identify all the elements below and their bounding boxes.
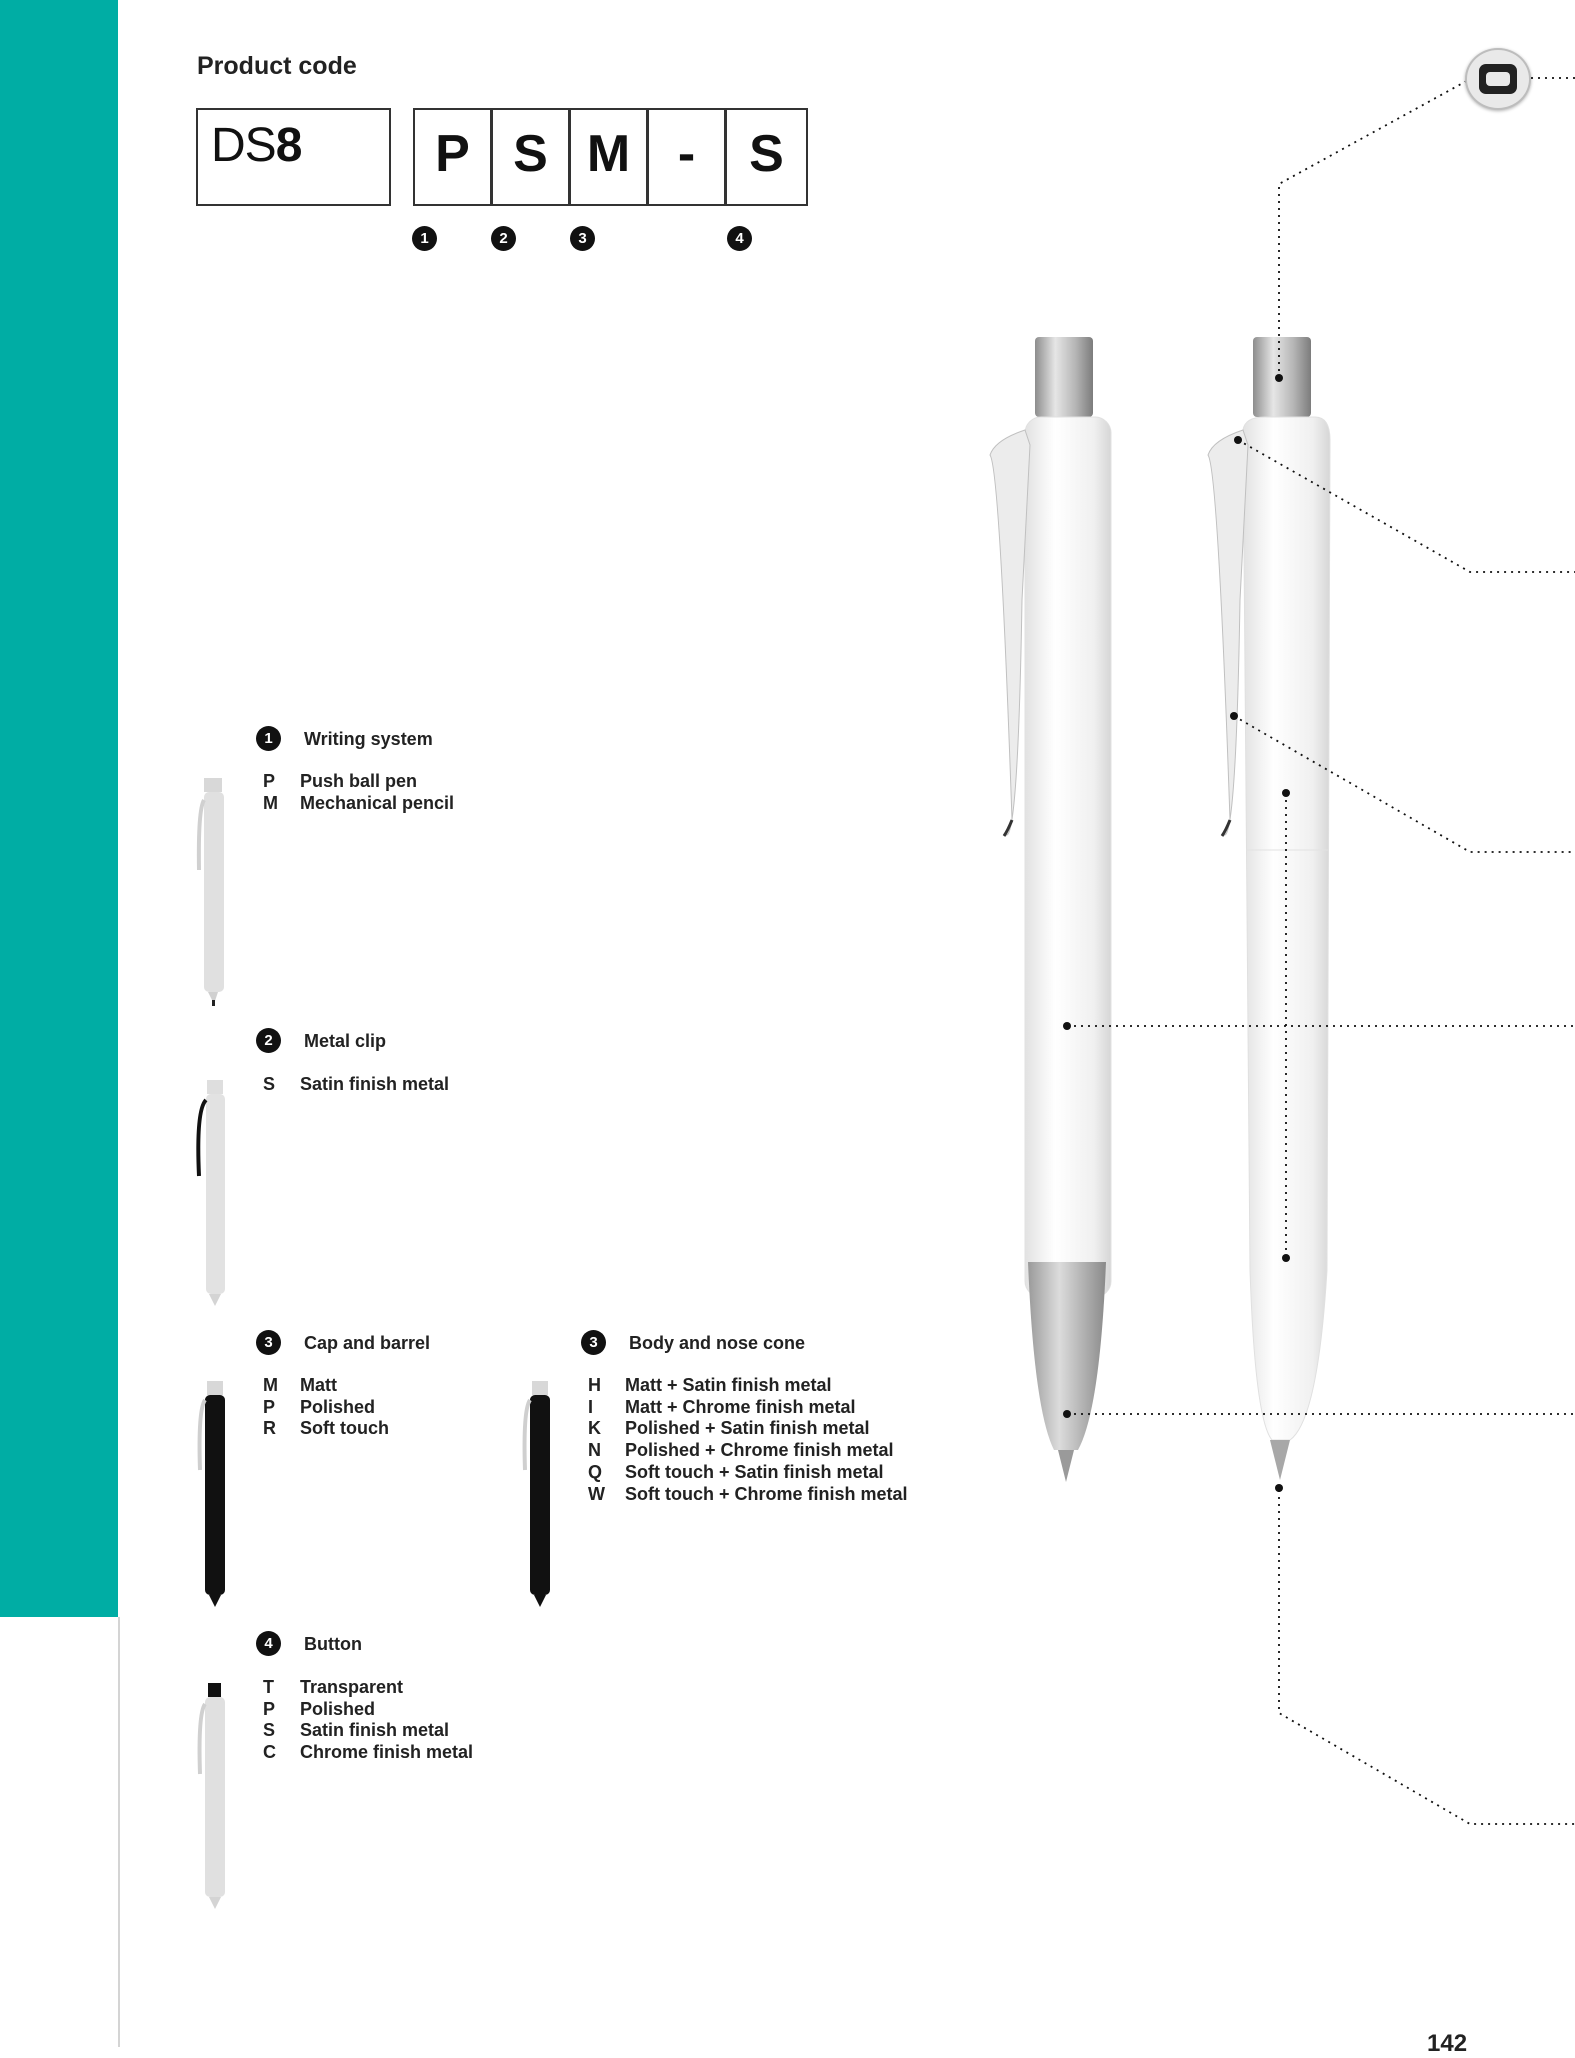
- option-label: Chrome finish metal: [300, 1742, 474, 1763]
- section-badge-metal-clip: 2: [256, 1028, 281, 1053]
- thumb-pen-body-nose: [525, 1381, 550, 1607]
- section-badge-writing-system: 1: [256, 726, 281, 751]
- thumb-pen-button: [200, 1683, 225, 1909]
- section-title-cap-barrel: Cap and barrel: [304, 1333, 431, 1353]
- option-label: Polished + Chrome finish metal: [625, 1440, 894, 1461]
- option-label: Mechanical pencil: [300, 792, 455, 813]
- code-cell-cap-barrel: M: [569, 108, 648, 206]
- product-code-title: Product code: [197, 52, 357, 80]
- badge-3: 3: [570, 226, 595, 251]
- option-code: P: [263, 1396, 276, 1417]
- option-code: H: [588, 1375, 601, 1395]
- section-title-metal-clip: Metal clip: [304, 1031, 387, 1051]
- thumb-pen-writing-system: [199, 778, 224, 1006]
- option-code: M: [263, 1375, 278, 1395]
- thumb-pen-metal-clip: [198, 1080, 225, 1306]
- option-label: Polished: [300, 1698, 376, 1719]
- option-code: M: [263, 792, 278, 813]
- badge-2: 2: [491, 226, 516, 251]
- section-title-body-nose: Body and nose cone: [629, 1333, 806, 1353]
- option-label: Push ball pen: [300, 771, 418, 791]
- model-number: 8: [275, 119, 302, 172]
- thumb-pen-cap-barrel: [200, 1381, 225, 1607]
- option-label: Polished: [300, 1396, 376, 1417]
- option-code: I: [588, 1396, 594, 1417]
- option-code: W: [588, 1483, 605, 1504]
- badge-4: 4: [727, 226, 752, 251]
- option-label: Polished + Satin finish metal: [625, 1418, 870, 1439]
- code-cell-writing-system: P: [413, 108, 492, 206]
- option-label: Matt: [300, 1375, 337, 1395]
- code-cell-separator: -: [647, 108, 726, 206]
- option-code: P: [263, 1698, 276, 1719]
- large-pen-right: [1208, 337, 1330, 1480]
- option-code: P: [263, 771, 276, 791]
- option-label: Soft touch + Satin finish metal: [625, 1461, 884, 1482]
- model-prefix: DS: [211, 119, 276, 172]
- option-code: Q: [588, 1461, 603, 1482]
- section-badge-cap-barrel: 3: [256, 1330, 281, 1355]
- option-code: K: [588, 1418, 601, 1439]
- code-cell-clip: S: [491, 108, 570, 206]
- option-code: N: [588, 1440, 601, 1461]
- option-label: Matt + Chrome finish metal: [625, 1396, 856, 1417]
- option-label: Transparent: [300, 1677, 404, 1697]
- option-code: S: [263, 1720, 276, 1741]
- badge-1: 1: [412, 226, 437, 251]
- large-pen-left: [990, 337, 1111, 1482]
- option-label: Satin finish metal: [300, 1720, 450, 1741]
- gd-logo-icon: [1465, 48, 1531, 110]
- option-label: Matt + Satin finish metal: [625, 1375, 832, 1395]
- option-code: T: [263, 1677, 274, 1697]
- code-cell-button: S: [725, 108, 808, 206]
- option-label: Soft touch: [300, 1418, 389, 1439]
- page-number: 142: [1427, 2030, 1468, 2057]
- option-code: C: [263, 1742, 276, 1763]
- section-badge-body-nose: 3: [581, 1330, 606, 1355]
- section-title-writing-system: Writing system: [304, 729, 433, 749]
- option-label: Soft touch + Chrome finish metal: [625, 1483, 908, 1504]
- section-badge-button: 4: [256, 1631, 281, 1656]
- option-code: S: [263, 1074, 276, 1094]
- section-title-button: Button: [304, 1634, 362, 1654]
- option-label: Satin finish metal: [300, 1074, 450, 1094]
- option-code: R: [263, 1418, 276, 1439]
